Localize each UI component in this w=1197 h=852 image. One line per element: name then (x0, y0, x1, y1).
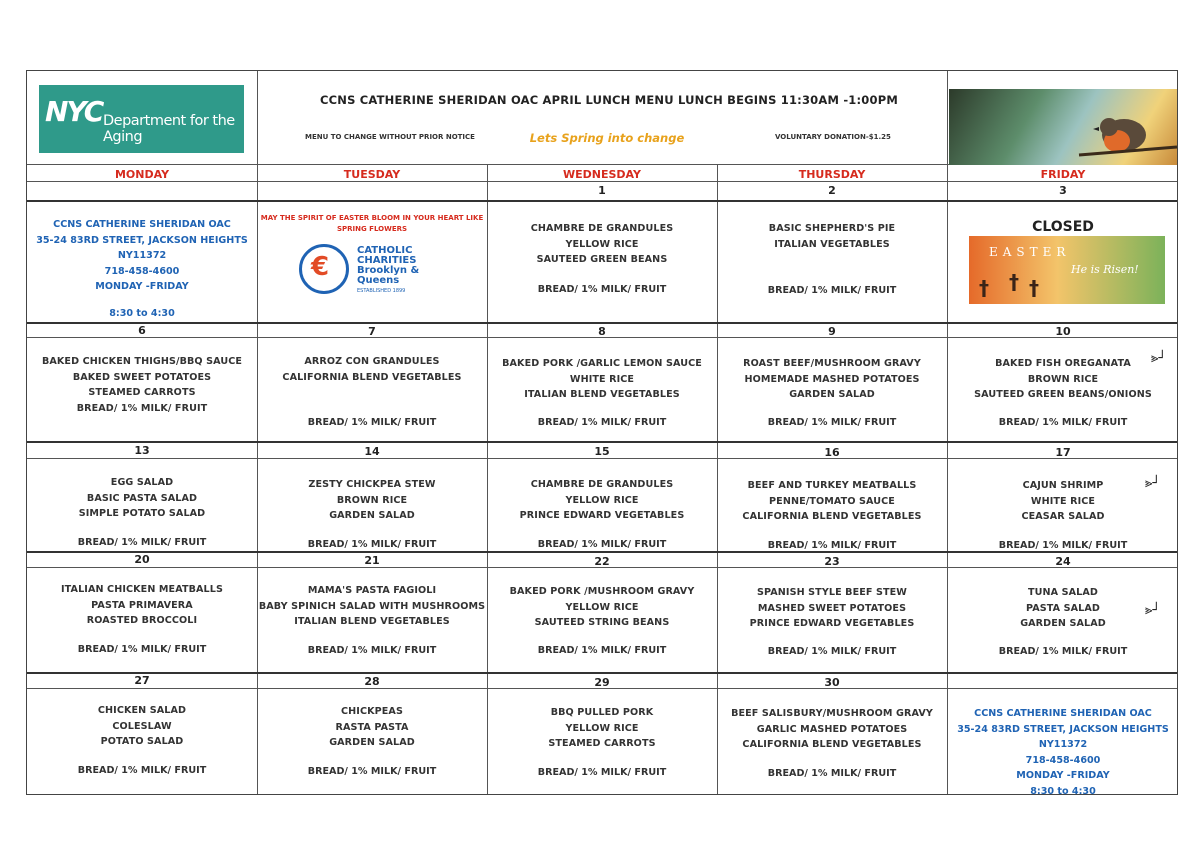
easter-message (257, 213, 487, 235)
meal-item: STEAMED CARROTS (88, 387, 196, 398)
day-number: 7 (368, 325, 376, 338)
day-number: 23 (824, 555, 840, 568)
day-number: 24 (1055, 555, 1071, 568)
closed-label: CLOSED (1032, 219, 1094, 235)
meal-item: GARDEN SALAD (789, 389, 875, 400)
cross-icon: † (1009, 270, 1019, 294)
catholic-charities-logo (299, 244, 445, 296)
contact-line: 8:30 to 4:30 (109, 307, 175, 319)
meal-item: SPANISH STYLE BEEF STEW (757, 587, 907, 598)
contact-info-friday (947, 706, 1179, 799)
meal-item: PENNE/TOMATO SAUCE (769, 495, 895, 507)
easter-message-line: MAY THE SPIRIT OF EASTER BLOOM IN YOUR HEART LIKE (260, 214, 484, 222)
meal-item: BAKED CHICKEN THIGHS/BBQ SAUCE (41, 356, 243, 367)
menu-tue-21 (257, 583, 487, 630)
contact-line: 35-24 83RD STREET, JACKSON HEIGHTS (957, 723, 1169, 735)
meal-item: YELLOW RICE (565, 238, 639, 250)
meal-item: ITALIAN VEGETABLES (774, 238, 890, 250)
meal-item: CHAMBRE DE GRANDULES (530, 223, 674, 234)
meal-item: PRINCE EDWARD VEGETABLES (749, 618, 915, 629)
bread-line: BREAD/ 1% MILK/ FRUIT (77, 765, 207, 776)
meal-item: BAKED PORK /GARLIC LEMON SAUCE (502, 358, 702, 369)
meal-item: CHICKEN SALAD (97, 705, 187, 716)
meal-item: BEEF AND TURKEY MEATBALLS (747, 480, 917, 491)
cc-line: CHARITIES (357, 255, 417, 266)
contact-info-monday (27, 217, 257, 321)
meal-item: PASTA PRIMAVERA (91, 599, 193, 611)
bread-line: BREAD/ 1% MILK/ FRUIT (998, 540, 1128, 551)
logo-dept-text: Department for the Aging (103, 113, 235, 145)
bread-line: BREAD/ 1% MILK/ FRUIT (537, 417, 667, 428)
robin-bird-icon (949, 89, 1177, 165)
meal-item: BROWN RICE (336, 494, 408, 506)
menu-wed-15 (487, 477, 717, 524)
meal-item: HOMEMADE MASHED POTATOES (744, 373, 920, 385)
bread-line: BREAD/ 1% MILK/ FRUIT (77, 537, 207, 548)
contact-line: 35-24 83RD STREET, JACKSON HEIGHTS (36, 234, 248, 246)
cc-line: ESTABLISHED 1899 (357, 288, 406, 294)
bread-line: BREAD/ 1% MILK/ FRUIT (998, 646, 1128, 657)
meal-item: GARDEN SALAD (329, 510, 415, 521)
day-number: 29 (594, 676, 610, 689)
meal-item: BAKED FISH OREGANATA (995, 358, 1131, 369)
meal-item: SAUTEED GREEN BEANS (536, 254, 668, 265)
menu-thu-2 (717, 221, 947, 252)
menu-mon-6 (27, 354, 257, 416)
menu-tue-28 (257, 704, 487, 751)
meal-item: BEEF SALISBURY/MUSHROOM GRAVY (731, 708, 933, 719)
cross-icon: † (979, 276, 989, 300)
contact-line: 718-458-4600 (1025, 754, 1101, 766)
meal-item: CHICKPEAS (341, 706, 403, 717)
meal-item: WHITE RICE (1030, 495, 1096, 507)
meal-item: RASTA PASTA (335, 721, 409, 733)
bread-line: BREAD/ 1% MILK/ FRUIT (767, 417, 897, 428)
meal-item: CALIFORNIA BLEND VEGETABLES (282, 371, 462, 383)
cross-icon: † (1029, 276, 1039, 300)
robin-photo (949, 89, 1177, 165)
day-number: 20 (134, 553, 150, 566)
day-number: 3 (1059, 184, 1067, 197)
meal-item: PASTA SALAD (1026, 602, 1100, 614)
day-number: 9 (828, 325, 836, 338)
meal-item: BASIC PASTA SALAD (86, 492, 198, 504)
meal-item: CALIFORNIA BLEND VEGETABLES (742, 511, 922, 522)
logo-nyc-text: NYC (45, 95, 103, 128)
bread-line: BREAD/ 1% MILK/ FRUIT (537, 645, 667, 656)
meal-item: YELLOW RICE (565, 494, 639, 506)
bread-line: BREAD/ 1% MILK/ FRUIT (307, 539, 437, 550)
day-number: 16 (824, 446, 840, 459)
meal-item: BBQ PULLED PORK (550, 707, 654, 718)
day-header-monday: MONDAY (114, 168, 170, 181)
meal-item: SAUTEED GREEN BEANS/ONIONS (974, 389, 1152, 400)
meal-item: WHITE RICE (569, 373, 635, 385)
day-number: 27 (134, 674, 150, 687)
day-number: 15 (594, 445, 610, 458)
meal-item: TUNA SALAD (1028, 587, 1098, 598)
meal-item: MASHED SWEET POTATOES (757, 602, 907, 614)
cc-line: CATHOLIC (357, 245, 413, 256)
contact-line: CCNS CATHERINE SHERIDAN OAC (53, 219, 231, 230)
bread-line: BREAD/ 1% MILK/ FRUIT (537, 767, 667, 778)
bread-line: BREAD/ 1% MILK/ FRUIT (307, 766, 437, 777)
meal-item: GARDEN SALAD (1020, 618, 1106, 629)
meal-item: CAJUN SHRIMP (1022, 480, 1104, 491)
day-number: 8 (598, 325, 606, 338)
meal-item: BAKED SWEET POTATOES (72, 371, 212, 383)
row-divider (27, 441, 1177, 443)
cc-line: Queens (357, 275, 400, 286)
meal-item: ITALIAN BLEND VEGETABLES (524, 389, 680, 400)
meal-item: COLESLAW (112, 720, 172, 732)
meal-item: CHAMBRE DE GRANDULES (530, 479, 674, 490)
day-number: 14 (364, 445, 380, 458)
bread-line: BREAD/ 1% MILK/ FRUIT (767, 540, 897, 551)
day-number: 13 (134, 444, 150, 457)
day-number: 2 (828, 184, 836, 197)
day-header-tuesday: TUESDAY (343, 168, 401, 181)
menu-thu-23 (717, 585, 947, 632)
menu-frame (26, 70, 1178, 795)
meal-item: BREAD/ 1% MILK/ FRUIT (76, 402, 208, 414)
contact-line: MONDAY -FRIDAY (95, 281, 189, 292)
menu-mon-20 (27, 582, 257, 629)
easter-image-subtext: He is Risen! (1071, 263, 1139, 276)
meal-item: CEASAR SALAD (1021, 511, 1105, 522)
bread-line: BREAD/ 1% MILK/ FRUIT (307, 417, 437, 428)
bread-line: BREAD/ 1% MILK/ FRUIT (998, 417, 1128, 428)
bread-line: BREAD/ 1% MILK/ FRUIT (537, 539, 667, 550)
contact-line: CCNS CATHERINE SHERIDAN OAC (974, 708, 1152, 719)
meal-item: EGG SALAD (110, 477, 174, 488)
meal-item: BABY SPINICH SALAD WITH MUSHROOMS (258, 600, 486, 612)
nyc-aging-logo (39, 85, 244, 153)
meal-item: ARROZ CON GRANDULES (304, 356, 440, 367)
meal-item: ROAST BEEF/MUSHROOM GRAVY (743, 358, 921, 369)
bread-line: BREAD/ 1% MILK/ FRUIT (537, 284, 667, 295)
contact-line: NY11372 (117, 250, 167, 261)
menu-wed-1 (487, 221, 717, 268)
day-header-thursday: THURSDAY (798, 168, 866, 181)
slogan-text: Lets Spring into change (529, 131, 685, 145)
menu-tue-7 (257, 354, 487, 385)
meal-item: YELLOW RICE (565, 722, 639, 734)
meal-item: GARLIC MASHED POTATOES (756, 723, 908, 735)
meal-item: PRINCE EDWARD VEGETABLES (519, 510, 685, 521)
donation-text: VOLUNTARY DONATION-$1.25 (775, 133, 891, 141)
easter-image-text: EASTER (989, 245, 1071, 259)
meal-item: POTATO SALAD (100, 736, 184, 747)
bread-line: BREAD/ 1% MILK/ FRUIT (307, 645, 437, 656)
meal-item: BAKED PORK /MUSHROOM GRAVY (509, 586, 695, 597)
meal-item: BROWN RICE (1027, 373, 1099, 385)
fish-icon: ⪢┘ (1151, 351, 1167, 366)
row-divider (27, 200, 1177, 202)
meal-item: ZESTY CHICKPEA STEW (308, 479, 436, 490)
cc-line: Brooklyn & (357, 265, 420, 276)
meal-item: BASIC SHEPHERD'S PIE (768, 223, 896, 234)
day-number: 30 (824, 676, 840, 689)
day-header-friday: FRIDAY (1040, 168, 1086, 181)
bread-line: BREAD/ 1% MILK/ FRUIT (77, 644, 207, 655)
menu-mon-27 (27, 703, 257, 750)
day-header-wednesday: WEDNESDAY (563, 168, 641, 181)
day-number: 22 (594, 555, 610, 568)
bread-line: BREAD/ 1% MILK/ FRUIT (767, 646, 897, 657)
fish-icon: ⪢┘ (1145, 603, 1161, 618)
contact-line: NY11372 (1038, 739, 1088, 750)
day-number: 28 (364, 675, 380, 688)
meal-item: GARDEN SALAD (329, 737, 415, 748)
meal-item: ITALIAN CHICKEN MEATBALLS (60, 584, 223, 595)
row-divider (27, 181, 1177, 182)
menu-thu-9 (717, 356, 947, 403)
day-number: 10 (1055, 325, 1071, 338)
meal-item: ITALIAN BLEND VEGETABLES (294, 616, 450, 627)
menu-mon-13 (27, 475, 257, 522)
catholic-charities-text (357, 246, 419, 296)
catholic-charities-emblem-icon: € (299, 244, 349, 294)
easter-message-line: SPRING FLOWERS (336, 225, 408, 233)
easter-image (969, 236, 1165, 304)
menu-wed-22 (487, 584, 717, 631)
day-number: 6 (138, 324, 146, 337)
menu-tue-14 (257, 477, 487, 524)
meal-item: MAMA'S PASTA FAGIOLI (307, 585, 437, 596)
meal-item: STEAMED CARROTS (548, 738, 656, 749)
contact-line: 8:30 to 4:30 (1030, 785, 1096, 797)
bread-line: BREAD/ 1% MILK/ FRUIT (767, 768, 897, 779)
day-number: 21 (364, 554, 380, 567)
fish-icon: ⪢┘ (1145, 476, 1161, 491)
page-title: CCNS CATHERINE SHERIDAN OAC APRIL LUNCH MENU LUNCH BEGINS 11:30AM -1:00PM (320, 93, 898, 107)
notice-text: MENU TO CHANGE WITHOUT PRIOR NOTICE (305, 133, 475, 141)
contact-line: MONDAY -FRIDAY (1016, 770, 1110, 781)
contact-line: 718-458-4600 (104, 265, 180, 277)
meal-item: CALIFORNIA BLEND VEGETABLES (742, 739, 922, 750)
meal-item: SIMPLE POTATO SALAD (78, 508, 206, 519)
bread-line: BREAD/ 1% MILK/ FRUIT (767, 285, 897, 296)
day-number: 1 (598, 184, 606, 197)
menu-wed-8 (487, 356, 717, 403)
menu-thu-30 (717, 706, 947, 753)
menu-thu-16 (717, 478, 947, 525)
meal-item: YELLOW RICE (565, 601, 639, 613)
menu-wed-29 (487, 705, 717, 752)
day-number: 17 (1055, 446, 1071, 459)
meal-item: SAUTEED STRING BEANS (534, 617, 670, 628)
menu-fri-10 (947, 356, 1179, 403)
meal-item: ROASTED BROCCOLI (86, 615, 198, 626)
